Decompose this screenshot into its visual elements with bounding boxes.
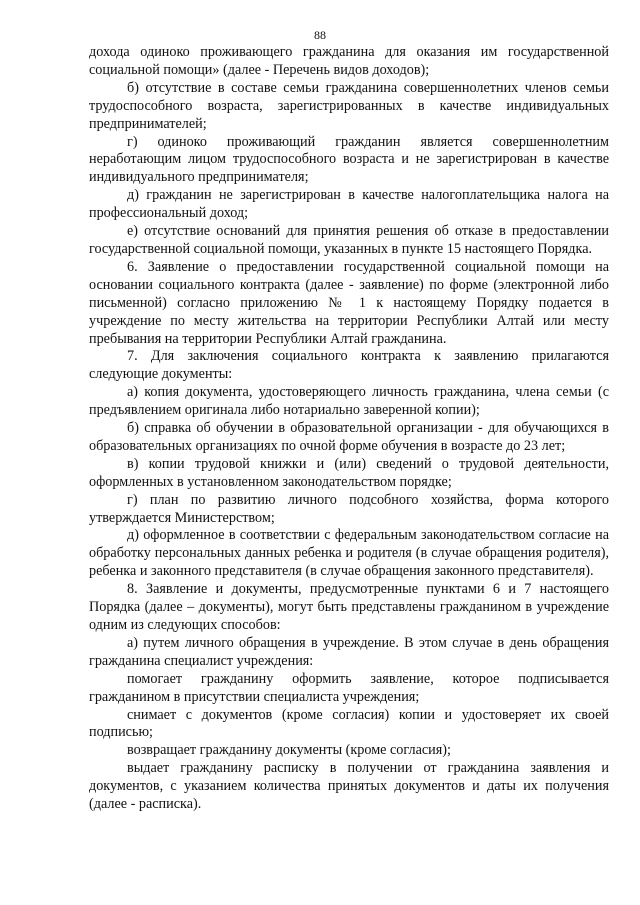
paragraph-item-e: е) отсутствие оснований для принятия решения об отказе в предоставлении государственной социальной помощи, указанных в пункте 15 настоящего Порядка. — [89, 223, 609, 257]
paragraph-specialist-receipt: выдает гражданину расписку в получении от гражданина заявления и документов, с указанием количества принятых документов и даты их получения (далее - расписка). — [89, 760, 609, 813]
paragraph-clause-7-d: д) оформленное в соответствии с федеральным законодательством согласие на обработку персональных данных ребенка и родителя (в случае обращения родителя), ребенка и законного представителя (в случае обращения законного представителя). — [89, 527, 609, 580]
paragraph-item-d: д) гражданин не зарегистрирован в качестве налогоплательщика налога на профессиональный доход; — [89, 187, 609, 222]
paragraph-clause-7-v: в) копии трудовой книжки и (или) сведений о трудовой деятельности, оформленных в установленном законодательством порядке; — [89, 455, 609, 490]
document-body — [89, 44, 609, 814]
page-number: 88 — [314, 28, 326, 42]
paragraph-clause-7-g: г) план по развитию личного подсобного хозяйства, форма которого утверждается Министерством; — [89, 491, 609, 526]
paragraph-clause-8: 8. Заявление и документы, предусмотренные пунктами 6 и 7 настоящего Порядка (далее – документы), могут быть представлены гражданином в учреждение одним из следующих способов: — [89, 581, 609, 633]
paragraph-clause-6: 6. Заявление о предоставлении государственной социальной помощи на основании социального контракта (далее - заявление) по форме (электронной либо письменной) согласно приложению № 1 к настоящему Порядку подается в учреждение по месту жительства на территории Республики Алтай или месту пребывания на территории Республики Алтай гражданина. — [89, 258, 609, 347]
paragraph-specialist-returns: возвращает гражданину документы (кроме согласия); — [127, 742, 451, 759]
paragraph-continuation: дохода одиноко проживающего гражданина для оказания им государственной социальной помощи» (далее - Перечень видов доходов); — [89, 44, 609, 78]
paragraph-item-g: г) одиноко проживающий гражданин является совершеннолетним неработающим лицом трудоспособного возраста и не зарегистрирован в качестве индивидуального предпринимателя; — [89, 133, 609, 186]
paragraph-clause-7: 7. Для заключения социального контракта к заявлению прилагаются следующие документы: — [89, 348, 609, 383]
paragraph-clause-7-a: а) копия документа, удостоверяющего личность гражданина, члена семьи (с предъявлением оригинала либо нотариально заверенной копии); — [89, 384, 609, 419]
paragraph-item-b: б) отсутствие в составе семьи гражданина совершеннолетних членов семьи трудоспособного возраста, зарегистрированных в качестве индивидуальных предпринимателей; — [89, 79, 609, 132]
paragraph-specialist-copies: снимает с документов (кроме согласия) копии и удостоверяет их своей подписью; — [89, 706, 609, 741]
paragraph-clause-8-a: а) путем личного обращения в учреждение. В этом случае в день обращения гражданина специалист учреждения: — [89, 634, 609, 669]
paragraph-clause-7-b: б) справка об обучении в образовательной организации - для обучающихся в образовательных организациях по очной форме обучения в возрасте до 23 лет; — [89, 420, 609, 454]
paragraph-specialist-helps: помогает гражданину оформить заявление, которое подписывается гражданином в присутствии специалиста учреждения; — [89, 670, 609, 705]
